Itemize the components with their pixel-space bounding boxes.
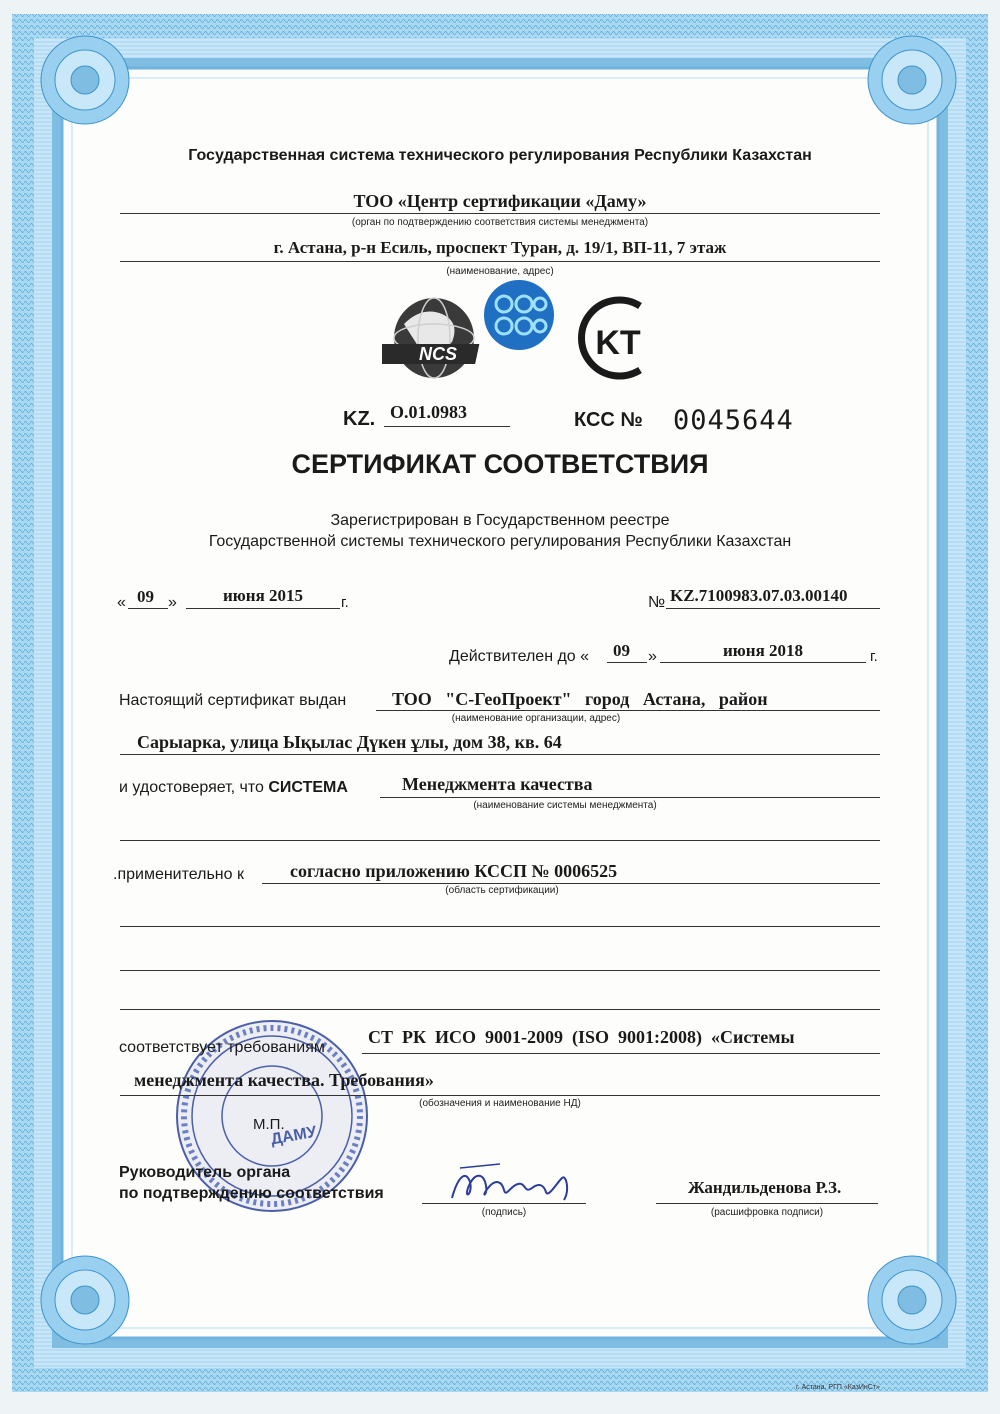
certifies-label-normal: и удостоверяет, что xyxy=(119,779,269,796)
signer-name-underline xyxy=(656,1203,878,1204)
reg-number: KZ.7100983.07.03.00140 xyxy=(670,586,848,605)
certifies-caption: (наименование системы менеджмента) xyxy=(473,800,657,811)
kt-logo-text: KT xyxy=(595,324,641,362)
complies-underline-2 xyxy=(120,1095,880,1096)
issue-day: 09 xyxy=(137,587,154,606)
kss-number: 0045644 xyxy=(673,405,794,436)
org-address: г. Астана, р-н Есиль, проспект Туран, д. 19/1, ВП-11, 7 этаж xyxy=(273,238,727,257)
valid-year-suffix: г. xyxy=(870,648,878,665)
issue-quote-open: « xyxy=(117,594,126,611)
org-name-underline xyxy=(120,213,880,214)
scope-value: согласно приложению КССП № 0006525 xyxy=(290,861,618,881)
complies-underline-1 xyxy=(362,1053,880,1054)
address-caption: (наименование, адрес) xyxy=(446,266,554,277)
kz-number-underline xyxy=(384,426,510,427)
reg-number-underline xyxy=(666,608,880,609)
blank-line-3 xyxy=(120,970,880,971)
blank-line-2 xyxy=(120,926,880,927)
issue-day-underline xyxy=(128,608,168,609)
stamp-center-text: ДАМУ xyxy=(269,1123,319,1149)
blue-rings-logo xyxy=(482,278,556,352)
issue-year-suffix: г. xyxy=(341,594,349,611)
kss-label: КСС № xyxy=(574,409,643,431)
signature-caption: (подпись) xyxy=(481,1207,527,1218)
issued-to-underline-2 xyxy=(120,754,880,755)
issue-month-underline xyxy=(186,608,340,609)
registered-line-1: Зарегистрирован в Государственном реестре xyxy=(330,512,670,529)
system-title: Государственная система технического регулирования Республики Казахстан xyxy=(188,147,812,164)
certificate-title: СЕРТИФИКАТ СООТВЕТСТВИЯ xyxy=(291,449,709,479)
org-caption: (орган по подтверждению соответствия системы менеджмента) xyxy=(351,217,649,228)
certifies-value: Менеджмента качества xyxy=(402,774,593,794)
valid-month-year: июня 2018 xyxy=(722,641,804,660)
valid-day: 09 xyxy=(613,641,630,660)
reg-number-label: № xyxy=(648,594,666,611)
kt-logo xyxy=(574,292,660,384)
valid-quote-close: » xyxy=(648,648,657,665)
complies-line-2: менеджмента качества. Требования» xyxy=(134,1070,434,1090)
signer-name: Жандильденова Р.З. xyxy=(688,1178,842,1197)
issued-to-line-1: ТОО "С-ГеоПроект" город Астана, район xyxy=(392,689,768,709)
scope-label: .применительно к xyxy=(113,866,244,883)
signer-name-caption: (расшифровка подписи) xyxy=(710,1207,824,1218)
stamp-mp-label: М.П. xyxy=(253,1116,285,1133)
ncs-logo-text: NCS xyxy=(418,344,458,364)
valid-month-underline xyxy=(660,662,866,663)
kz-label: KZ. xyxy=(343,408,376,430)
issued-to-line-2: Сарыарка, улица Ықылас Дүкен ұлы, дом 38, кв. 64 xyxy=(137,732,562,752)
issued-to-underline-1 xyxy=(376,710,880,711)
org-name: ТОО «Центр сертификации «Даму» xyxy=(353,191,647,211)
blank-line-4 xyxy=(120,1009,880,1010)
complies-line-1: СТ РК ИСО 9001-2009 (ISO 9001:2008) «Системы xyxy=(368,1027,795,1047)
head-label-line-1: Руководитель органа xyxy=(119,1164,291,1181)
ncs-logo xyxy=(382,294,492,386)
address-underline xyxy=(120,261,880,262)
head-label-line-2: по подтверждению соответствия xyxy=(119,1185,384,1202)
scope-underline xyxy=(262,883,880,884)
complies-caption: (обозначения и наименование НД) xyxy=(419,1098,581,1109)
certifies-label-bold: СИСТЕМА xyxy=(268,779,348,796)
signature-underline xyxy=(422,1203,586,1204)
issue-quote-close: » xyxy=(168,594,177,611)
issued-to-label: Настоящий сертификат выдан xyxy=(119,692,347,709)
blank-line-1 xyxy=(120,840,880,841)
complies-label: соответствует требованиям xyxy=(119,1039,325,1056)
certifies-label xyxy=(119,779,348,797)
printer-footer: г. Астана, РГП «КазИнСт» xyxy=(796,1384,880,1391)
valid-day-underline xyxy=(607,662,647,663)
issue-month-year: июня 2015 xyxy=(222,586,304,605)
registered-line-2: Государственной системы технического регулирования Республики Казахстан xyxy=(208,533,792,550)
kz-number: О.01.0983 xyxy=(390,402,468,422)
issued-to-caption: (наименование организации, адрес) xyxy=(451,713,621,724)
scope-caption: (область сертификации) xyxy=(445,885,559,896)
valid-label: Действителен до « xyxy=(449,648,590,665)
certifies-underline xyxy=(380,797,880,798)
